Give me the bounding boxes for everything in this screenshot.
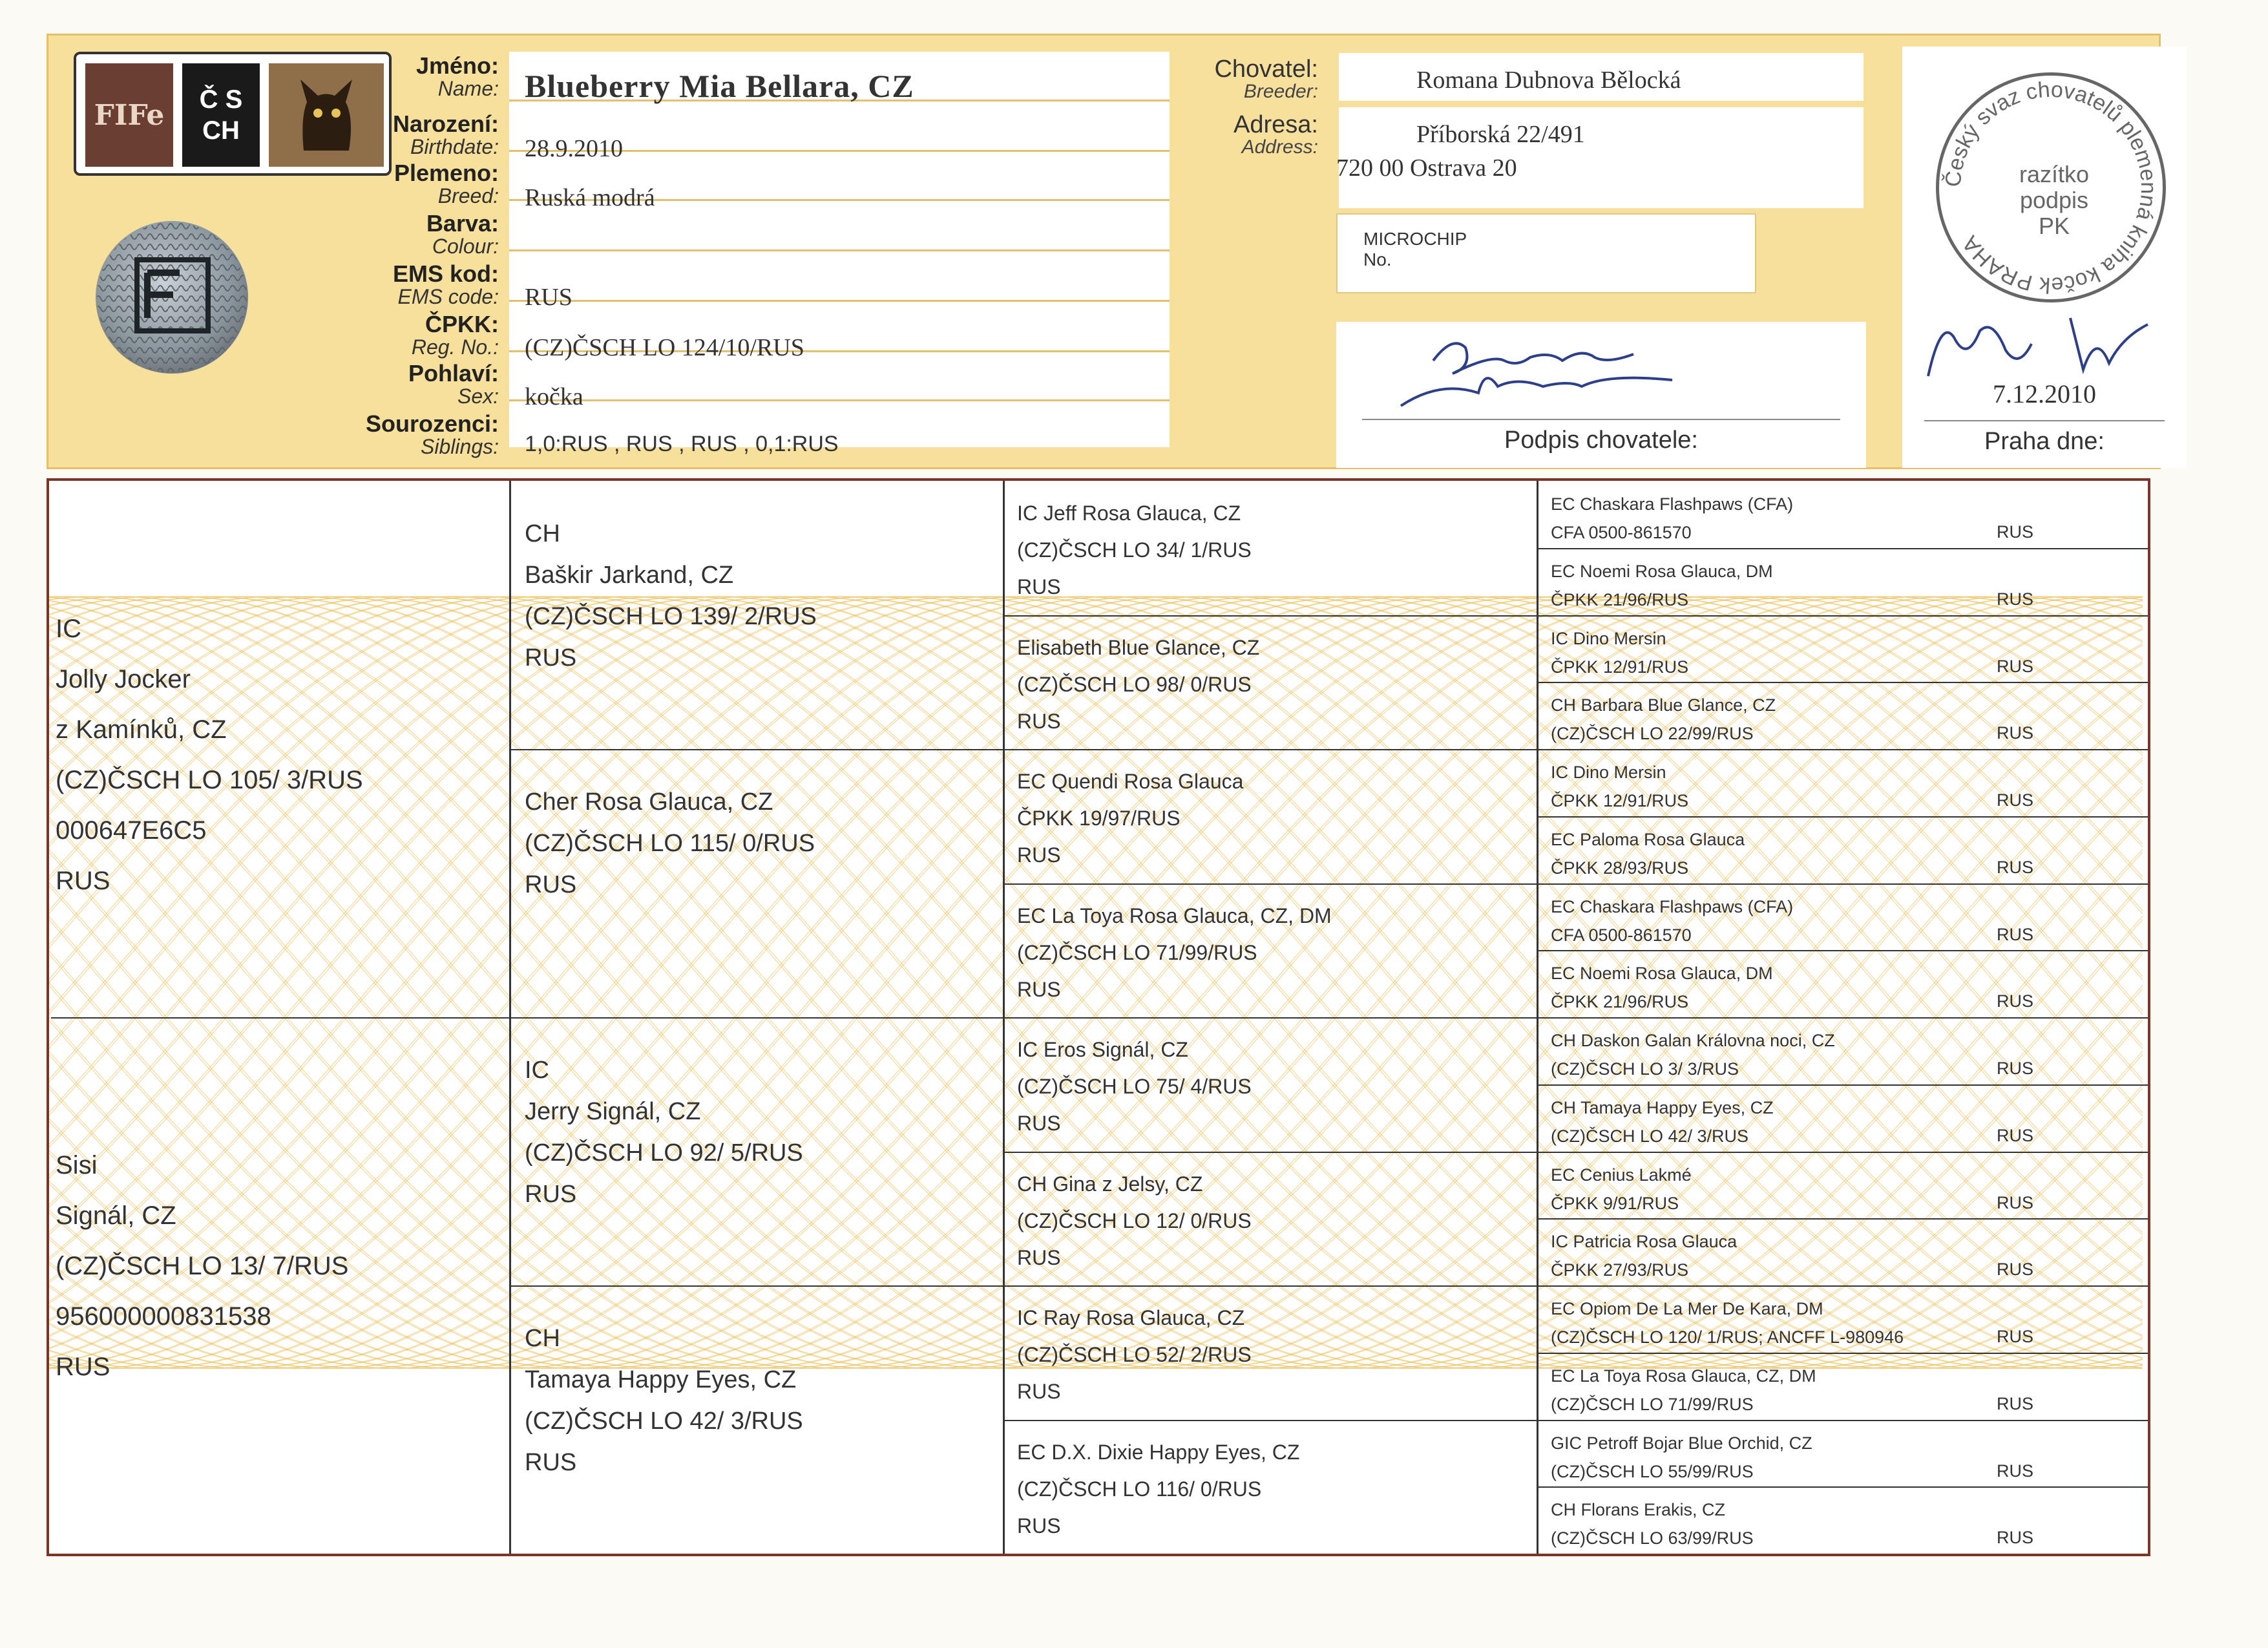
ancestor-line: IC [56,615,81,643]
ancestor-line: EC D.X. Dixie Happy Eyes, CZ [1017,1441,1300,1464]
row-divider [511,1285,1003,1287]
ancestor-line: (CZ)ČSCH LO 13/ 7/RUS [56,1252,349,1280]
ancestor-line: z Kamínků, CZ [56,715,227,744]
pedigree-cell-g4 [1551,825,2136,882]
row-divider [1005,1017,1537,1019]
issue-date-caption: Praha dne: [1984,428,2105,455]
registrar-signature-icon [1902,292,2187,389]
pedigree-cell-g4 [1551,557,2136,614]
ancestor-line: CH Gina z Jelsy, CZ [1017,1172,1203,1196]
pedigree-cell-g4 [1551,758,2136,815]
ancestor-name: EC Chaskara Flashpaws (CFA) [1551,897,1794,916]
ancestor-line: (CZ)ČSCH LO 116/ 0/RUS [1017,1477,1262,1501]
ancestor-line: RUS [1017,1514,1061,1537]
ancestor-line: (CZ)ČSCH LO 115/ 0/RUS [525,830,815,857]
breeder-label [1176,57,1318,102]
row-divider [1538,1486,2150,1488]
ancestor-ems: RUS [1997,1394,2034,1413]
row-divider [1538,816,2150,818]
ancestor-line: RUS [525,644,577,671]
ancestor-name: EC La Toya Rosa Glauca, CZ, DM [1551,1366,1816,1386]
pedigree-cell-g4 [1551,624,2136,681]
ancestor-reg-no: ČPKK 21/96/RUS [1551,992,1689,1011]
ancestor-line: CH [525,1325,560,1352]
ancestor-line: RUS [1017,978,1061,1001]
ancestor-name: EC Noemi Rosa Glauca, DM [1551,964,1773,983]
pedigree-cell-g1 [56,1140,503,1392]
ancestor-line: RUS [56,1353,110,1381]
ancestor-line: (CZ)ČSCH LO 98/ 0/RUS [1017,673,1252,696]
issue-date-value: 7.12.2010 [1993,379,2096,408]
ancestor-ems: RUS [1997,657,2034,676]
stamp-center-line2: podpis [2019,187,2089,213]
birthdate-value: 28.9.2010 [525,135,623,162]
ancestor-name: EC Chaskara Flashpaws (CFA) [1551,494,1794,514]
siblings-label [366,412,499,458]
ancestor-reg-no: (CZ)ČSCH LO 42/ 3/RUS [1551,1126,1749,1146]
row-divider [1005,1152,1537,1153]
birth-label-cz: Narození: [392,111,499,137]
ancestor-ems: RUS [1997,723,2034,743]
ancestor-line: (CZ)ČSCH LO 52/ 2/RUS [1017,1343,1252,1366]
row-divider [1538,1152,2150,1153]
signature-caption: Podpis chovatele: [1504,427,1698,454]
pedigree-cell-g3 [1017,1300,1522,1410]
birth-label-en: Birthdate: [410,135,499,158]
ancestor-line: RUS [1017,1246,1061,1269]
ancestor-reg-no: CFA 0500-861570 [1551,925,1692,945]
pedigree-cell-g3 [1017,898,1522,1008]
ancestor-line: Signál, CZ [56,1201,176,1230]
ancestor-line: RUS [56,867,110,895]
ancestor-name: EC Cenius Lakmé [1551,1165,1692,1185]
row-divider [1538,1084,2150,1086]
ancestor-ems: RUS [1997,925,2034,944]
ancestor-reg-no: (CZ)ČSCH LO 63/99/RUS [1551,1528,1754,1548]
pedigree-cell-g2 [525,1318,987,1483]
row-divider [1538,615,2150,617]
row-divider [1538,682,2150,683]
pedigree-cell-g4 [1551,691,2136,748]
ancestor-line: Jerry Signál, CZ [525,1098,701,1125]
pedigree-cell-g3 [1017,495,1522,606]
ancestor-ems: RUS [1997,1461,2034,1481]
association-logo [74,52,392,176]
breeder-signature-box [1336,322,1866,468]
colour-label [426,212,499,257]
row-divider [1538,749,2150,750]
microchip-label: MICROCHIP [1363,229,1467,249]
sex-label-cz: Pohlaví: [408,360,499,386]
ancestor-line: (CZ)ČSCH LO 75/ 4/RUS [1017,1075,1252,1098]
ancestor-name: IC Dino Mersin [1551,629,1666,648]
stamp-center-line1: razítko [2019,161,2090,187]
pedigree-cell-g4 [1551,1495,2136,1552]
ancestor-line: RUS [1017,575,1061,598]
ancestor-line: 956000000831538 [56,1302,271,1331]
registry-stamp-box [1902,47,2187,468]
ancestor-line: (CZ)ČSCH LO 71/99/RUS [1017,941,1257,964]
ancestor-line: Cher Rosa Glauca, CZ [525,788,773,816]
ancestor-line: (CZ)ČSCH LO 34/ 1/RUS [1017,538,1252,562]
sex-label [408,362,499,407]
divider [509,249,1170,251]
stamp-ring-text: Český svaz chovatelů plemenná kniha koček PRAHA [1940,77,2161,298]
pedigree-cell-g4 [1551,1429,2136,1486]
ancestor-reg-no: ČPKK 28/93/RUS [1551,858,1689,878]
ancestor-reg-no: ČPKK 12/91/RUS [1551,657,1689,677]
ancestor-ems: RUS [1997,1528,2034,1547]
birthdate-label [393,112,499,158]
csch-logo-top: Č S [199,85,243,114]
ancestor-line: CH [525,520,560,547]
siblings-value: 1,0:RUS , RUS , RUS , 0,1:RUS [525,432,839,456]
ems-label [393,262,499,308]
ancestor-reg-no: ČPKK 12/91/RUS [1551,791,1689,810]
breeder-label-en: Breeder: [1243,81,1318,102]
ancestor-line: (CZ)ČSCH LO 139/ 2/RUS [525,603,817,630]
row-divider [1538,1017,2150,1019]
ancestor-line: RUS [1017,1112,1061,1135]
ancestor-line: (CZ)ČSCH LO 12/ 0/RUS [1017,1209,1252,1232]
ancestor-ems: RUS [1997,1193,2034,1212]
stamp-center-text [2006,162,2103,239]
pedigree-cell-g3 [1017,1434,1522,1545]
breed-label [394,162,499,207]
row-divider [51,1017,509,1019]
pedigree-cell-g4 [1551,959,2136,1016]
sex-label-en: Sex: [457,385,499,408]
ancestor-name: EC Opiom De La Mer De Kara, DM [1551,1299,1823,1318]
ancestor-reg-no: ČPKK 9/91/RUS [1551,1194,1679,1213]
fife-logo-text: FIFe [94,98,165,132]
breeder-signature-icon [1336,322,1866,419]
ancestor-line: EC La Toya Rosa Glauca, CZ, DM [1017,904,1332,927]
breed-value: Ruská modrá [525,184,655,211]
colour-label-en: Colour: [432,235,499,258]
ems-label-cz: EMS kod: [392,260,499,287]
ancestor-name: CH Barbara Blue Glance, CZ [1551,695,1776,715]
ancestor-line: Baškir Jarkand, CZ [525,562,734,589]
pedigree-cell-g4 [1551,893,2136,949]
ancestor-name: GIC Petroff Bojar Blue Orchid, CZ [1551,1433,1812,1453]
ancestor-name: EC Paloma Rosa Glauca [1551,830,1745,849]
row-divider [1005,883,1537,885]
pedigree-cell-g4 [1551,1161,2136,1218]
ancestor-line: 000647E6C5 [56,816,207,845]
pedigree-cell-g3 [1017,1166,1522,1276]
divider [509,399,1170,401]
ancestor-line: Sisi [56,1151,98,1179]
ancestor-reg-no: (CZ)ČSCH LO 22/99/RUS [1551,724,1754,743]
pedigree-cell-g4 [1551,1362,2136,1419]
ancestor-reg-no: CFA 0500-861570 [1551,523,1692,542]
siblings-label-en: Siblings: [421,435,499,458]
ancestor-line: (CZ)ČSCH LO 92/ 5/RUS [525,1139,803,1167]
date-line [1924,420,2165,421]
ancestor-line: IC Ray Rosa Glauca, CZ [1017,1306,1245,1329]
ancestor-reg-no: (CZ)ČSCH LO 71/99/RUS [1551,1395,1754,1414]
ancestor-reg-no: (CZ)ČSCH LO 120/ 1/RUS; ANCFF L-980946 [1551,1327,1904,1347]
row-divider [1538,883,2150,885]
row-divider [1538,1420,2150,1421]
ancestor-ems: RUS [1997,790,2034,810]
pedigree-cell-g3 [1017,763,1522,874]
pedigree-cell-g3 [1017,1031,1522,1142]
cat-logo-icon [269,63,384,167]
ancestor-ems: RUS [1997,1059,2034,1078]
breeder-address-line1: Příborská 22/491 [1416,121,1585,148]
row-divider [1005,749,1537,750]
ancestor-name: CH Tamaya Happy Eyes, CZ [1551,1098,1774,1117]
certificate-header [47,34,2161,469]
ancestor-ems: RUS [1997,589,2034,609]
ancestor-name: IC Dino Mersin [1551,763,1666,782]
ancestor-line: RUS [1017,1380,1061,1403]
cat-silhouette-icon [278,67,375,164]
ancestor-reg-no: (CZ)ČSCH LO 3/ 3/RUS [1551,1059,1739,1079]
csch-logo-icon [182,63,260,167]
ancestor-line: IC Eros Signál, CZ [1017,1038,1188,1061]
row-divider [1538,1353,2150,1354]
ancestor-reg-no: ČPKK 27/93/RUS [1551,1260,1689,1280]
hologram-seal-icon [96,221,248,374]
ancestor-line: EC Quendi Rosa Glauca [1017,770,1244,793]
stamp-center-line3: PK [2038,213,2070,239]
ancestor-line: RUS [1017,843,1061,867]
ancestor-ems: RUS [1997,1260,2034,1279]
pedigree-cell-g2 [525,1050,987,1215]
row-divider [1538,1285,2150,1287]
row-divider [1538,950,2150,951]
breeder-label-cz: Chovatel: [1214,56,1318,83]
ancestor-line: RUS [525,871,577,898]
breeder-address-line2: 720 00 Ostrava 20 [1336,154,1517,182]
row-divider [1538,548,2150,549]
ancestor-line: ČPKK 19/97/RUS [1017,807,1181,830]
breed-label-cz: Plemeno: [394,160,499,186]
ancestor-line: RUS [525,1181,577,1208]
pedigree-table [47,478,2150,1556]
address-label-en: Address: [1241,136,1318,158]
ancestor-line: (CZ)ČSCH LO 105/ 3/RUS [56,766,363,794]
ancestor-name: IC Patricia Rosa Glauca [1551,1232,1738,1251]
breeder-name-value: Romana Dubnova Bělocká [1416,67,1681,94]
cpkk-label-en: Reg. No.: [411,335,499,359]
ancestor-name: CH Florans Erakis, CZ [1551,1500,1726,1519]
ancestor-line: RUS [1017,710,1061,733]
cpkk-label-cz: ČPKK: [425,311,499,337]
ancestor-ems: RUS [1997,858,2034,877]
ancestor-ems: RUS [1997,1327,2034,1346]
ems-label-en: EMS code: [397,285,499,308]
signature-line [1362,419,1840,420]
pedigree-cell-g4 [1551,1093,2136,1150]
ancestor-line: IC Jeff Rosa Glauca, CZ [1017,502,1241,525]
ancestor-ems: RUS [1997,991,2034,1011]
ancestor-line: Jolly Jocker [56,665,191,693]
ems-value: RUS [525,284,572,311]
ancestor-reg-no: ČPKK 21/96/RUS [1551,590,1689,609]
name-label [416,54,499,100]
microchip-field [1336,213,1756,293]
colour-label-cz: Barva: [426,210,499,237]
row-divider [511,1017,1003,1019]
pedigree-cell-g2 [525,513,987,679]
siblings-label-cz: Sourozenci: [365,410,499,437]
ancestor-reg-no: (CZ)ČSCH LO 55/99/RUS [1551,1462,1754,1481]
ancestor-name: EC Noemi Rosa Glauca, DM [1551,562,1773,581]
ancestor-line: Tamaya Happy Eyes, CZ [525,1366,797,1393]
sex-value: kočka [525,383,583,410]
row-divider [1005,615,1537,617]
csch-logo-bottom: CH [202,116,240,145]
ancestor-line: Elisabeth Blue Glance, CZ [1017,636,1260,659]
cat-name-value: Blueberry Mia Bellara, CZ [525,68,914,104]
pedigree-cell-g4 [1551,1227,2136,1284]
row-divider [1005,1285,1537,1287]
divider [509,300,1170,302]
fife-logo-icon [85,63,173,167]
address-label-cz: Adresa: [1234,111,1318,138]
pedigree-cell-g3 [1017,629,1522,740]
microchip-no-label: No. [1363,249,1392,269]
name-label-en: Name: [437,77,499,100]
ancestor-ems: RUS [1997,522,2034,542]
regno-label [412,313,499,358]
pedigree-cell-g4 [1551,490,2136,547]
ancestor-line: (CZ)ČSCH LO 42/ 3/RUS [525,1408,803,1435]
ancestor-line: IC [525,1057,549,1084]
ancestor-name: CH Daskon Galan Královna noci, CZ [1551,1031,1835,1050]
pedigree-cell-g4 [1551,1026,2136,1083]
row-divider [1538,1218,2150,1220]
breed-label-en: Breed: [437,184,499,207]
pedigree-cell-g1 [56,604,503,906]
row-divider [511,749,1003,750]
row-divider [1005,1420,1537,1421]
pedigree-cell-g4 [1551,1294,2136,1351]
name-label-cz: Jméno: [415,52,499,79]
regno-value: (CZ)ČSCH LO 124/10/RUS [525,334,804,361]
pedigree-cell-g2 [525,781,987,905]
ancestor-ems: RUS [1997,1126,2034,1145]
address-label [1176,112,1318,158]
ancestor-line: RUS [525,1449,577,1476]
